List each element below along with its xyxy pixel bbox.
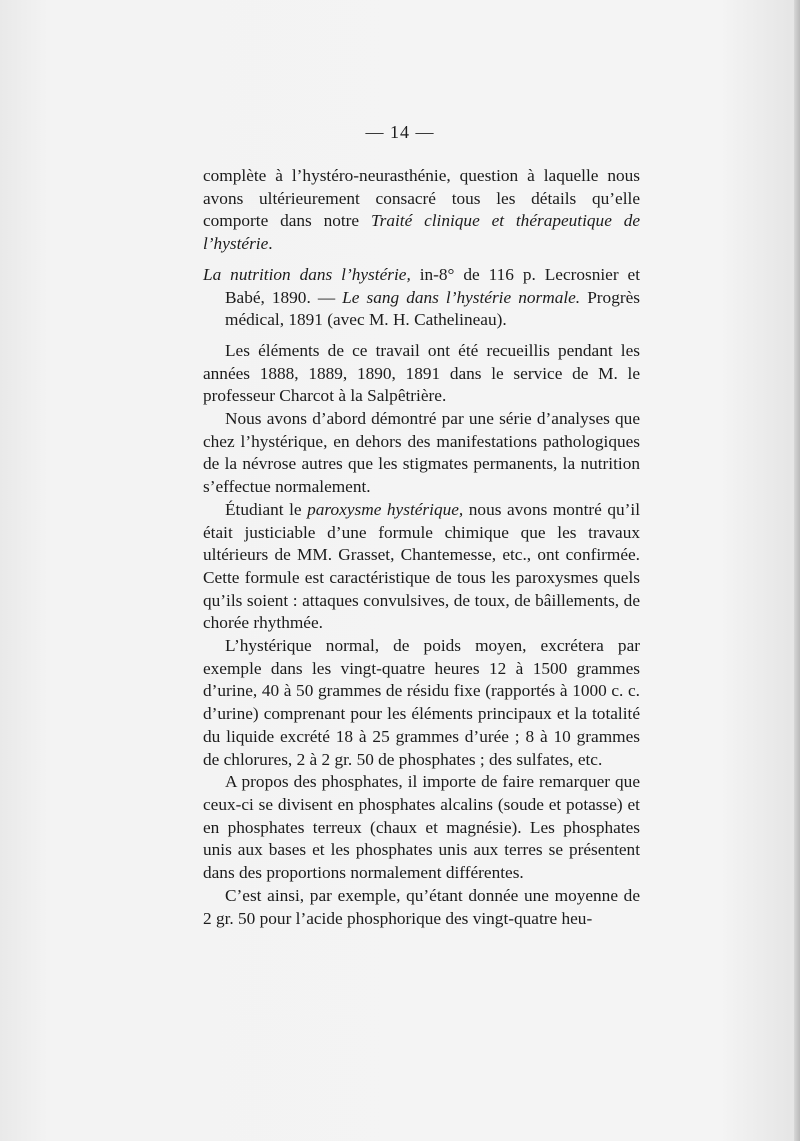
paragraph-2-citation: La nutrition dans l’hystérie, in-8° de 116 p. Lecrosnier et Babé, 1890. — Le sang dans l’hystérie normale. Progrès médical, 1891 (avec M. H. Cathelineau).: [203, 264, 640, 330]
paragraph-4: Nous avons d’abord démontré par une série d’analyses que chez l’hystérique, en dehors des manifestations pathologiques de la névrose autres que les stigmates permanents, la nutrition s’effectue normalement.: [203, 409, 640, 497]
page-number: — 14 —: [365, 122, 435, 142]
citation-title-1: La nutrition dans l’hystérie,: [203, 264, 411, 284]
paragraph-3: Les éléments de ce travail ont été recueillis pendant les années 1888, 1889, 1890, 1891 dans le service de M. le professeur Charcot à la Salpêtrière.: [203, 340, 640, 406]
italic-term: paroxysme hystérique,: [307, 499, 464, 519]
paragraph-1: complète à l’hystéro-neurasthénie, question à laquelle nous avons ultérieurement consacré tous les détails qu’elle comporte dans notre Traité clinique et thérapeutique de l’hystérie.: [203, 166, 641, 254]
book-title: Traité clinique et thérapeutique de l’hystérie: [203, 211, 641, 254]
page-edge-shadow: [794, 0, 800, 1141]
paragraph-7: A propos des phosphates, il importe de faire remarquer que ceux-ci se divisent en phosphates alcalins (soude et potasse) et en phosphates terreux (chaux et magnésie). Les phosphates unis aux bases et les phosphates unis aux terres se présentent dans des proportions normalement différentes.: [203, 772, 640, 883]
citation-title-2: Le sang dans l’hystérie normale.: [342, 287, 581, 307]
paragraph-6: L’hystérique normal, de poids moyen, excrétera par exemple dans les vingt-quatre heures 12 à 1500 grammes d’urine, 40 à 50 grammes de résidu fixe (rapportés à 1000 c. c. d’urine) comprenant pour les éléments principaux et la totalité du liquide excrété 18 à 25 grammes d’urée ; 8 à 10 grammes de chlorures, 2 à 2 gr. 50 de phosphates ; des sulfates, etc.: [203, 636, 640, 769]
paragraph-8: C’est ainsi, par exemple, qu’étant donnée une moyenne de 2 gr. 50 pour l’acide phosphorique des vingt-quatre heu-: [203, 885, 640, 928]
body-text: [203, 165, 640, 930]
paragraph-5: Étudiant le paroxysme hystérique, nous avons montré qu’il était justiciable d’une formule chimique que les travaux ultérieurs de MM. Grasset, Chantemesse, etc., ont confirmée. Cette formule est caractéristique de tous les paroxysmes quels qu’ils soient : attaques convulsives, de toux, de bâillements, de chorée rhythmée.: [203, 499, 640, 633]
